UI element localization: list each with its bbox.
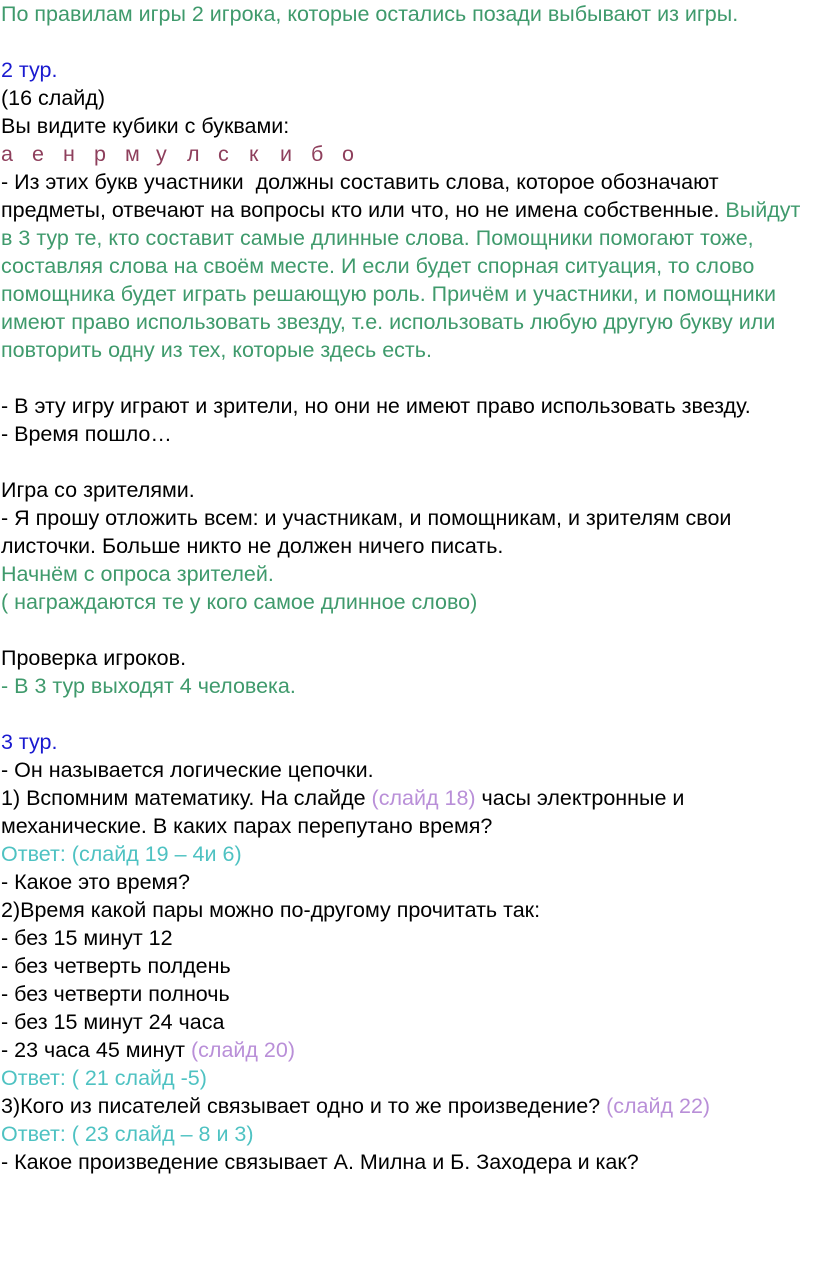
question-3 <box>1 1092 812 1120</box>
question-2-last-text: - 23 часа 45 минут <box>1 1038 191 1062</box>
viewers-start: Начнём с опроса зрителей. <box>1 562 274 586</box>
letter-cube: а <box>1 142 13 166</box>
viewers-award: ( награждаются те у кого самое длинное слово) <box>1 590 478 614</box>
letter-cube: с <box>218 142 229 166</box>
question-3-slide: (слайд 22) <box>606 1094 711 1118</box>
viewers-title: Игра со зрителями. <box>1 478 195 502</box>
round3-qualifiers: - В 3 тур выходят 4 человека. <box>1 674 296 698</box>
question-1-text-end: часы электронные и механические. В каких парах перепутано время? <box>1 786 691 838</box>
round2-slide: (16 слайд) <box>1 86 106 110</box>
spacer <box>1 28 812 56</box>
letter-cube: л <box>187 142 200 166</box>
viewers-rule: - В эту игру играют и зрители, но они не имеют право использовать звезду. <box>1 394 751 418</box>
spacer <box>1 616 812 644</box>
question-1-followup: - Какое это время? <box>1 870 190 894</box>
question-2-list <box>1 924 812 1036</box>
spacer <box>1 700 812 728</box>
letter-cube: к <box>249 142 259 166</box>
list-item: - без 15 минут 24 часа <box>1 1010 225 1034</box>
letter-cube: м <box>125 142 140 166</box>
round2-rule-black: - Из этих букв участники должны составить слова, которое обозначают предметы, отвечают на вопросы кто или что, но не имена собственные. <box>1 170 725 222</box>
letter-cube: е <box>32 142 44 166</box>
round2-title: 2 тур. <box>1 58 58 82</box>
answer-1: Ответ: (слайд 19 – 4и 6) <box>1 842 242 866</box>
letter-cube: р <box>94 142 106 166</box>
list-item: - без четверти полночь <box>1 982 230 1006</box>
round3-title: 3 тур. <box>1 730 58 754</box>
answer-3: Ответ: ( 23 слайд – 8 и 3) <box>1 1122 254 1146</box>
round2-rule-green: Выйдут в 3 тур те, кто составит самые длинные слова. Помощники помогают тоже, составляя слова на своём месте. И если будет спорная ситуация, то слово помощника будет играть решающую роль. Причём и участники, и помощники имеют право использовать звезду, т.е. использовать любую другую букву или повторить одну из тех, которые здесь есть. <box>1 198 807 362</box>
letter-cube: и <box>280 142 293 166</box>
question-3-followup: - Какое произведение связывает А. Милна и Б. Заходера и как? <box>1 1150 639 1174</box>
round2-intro: Вы видите кубики с буквами: <box>1 114 290 138</box>
round3-name: - Он называется логические цепочки. <box>1 758 374 782</box>
letter-cubes <box>1 140 812 168</box>
question-3-text: 3)Кого из писателей связывает одно и то же произведение? <box>1 1094 607 1118</box>
check-players: Проверка игроков. <box>1 646 187 670</box>
question-1-text: 1) Вспомним математику. На слайде <box>1 786 372 810</box>
spacer <box>1 364 812 392</box>
letter-cube: у <box>156 142 167 166</box>
viewers-ask: - Я прошу отложить всем: и участникам, и помощникам, и зрителям свои листочки. Больше никто не должен ничего писать. <box>1 506 738 558</box>
round2-rule <box>1 168 812 364</box>
spacer <box>1 448 812 476</box>
question-1-slide: (слайд 18) <box>371 786 476 810</box>
question-1 <box>1 784 812 840</box>
time-started: - Время пошло… <box>1 422 172 446</box>
rules-paragraph: По правилам игры 2 игрока, которые остались позади выбывают из игры. <box>1 2 739 26</box>
letter-cube: б <box>311 142 324 166</box>
letter-cube: о <box>342 142 354 166</box>
letter-cube: н <box>63 142 75 166</box>
question-2-last <box>1 1036 812 1064</box>
question-2-slide: (слайд 20) <box>190 1038 295 1062</box>
list-item: - без 15 минут 12 <box>1 926 173 950</box>
question-2: 2)Время какой пары можно по-другому прочитать так: <box>1 898 541 922</box>
answer-2: Ответ: ( 21 слайд -5) <box>1 1066 207 1090</box>
list-item: - без четверть полдень <box>1 954 231 978</box>
